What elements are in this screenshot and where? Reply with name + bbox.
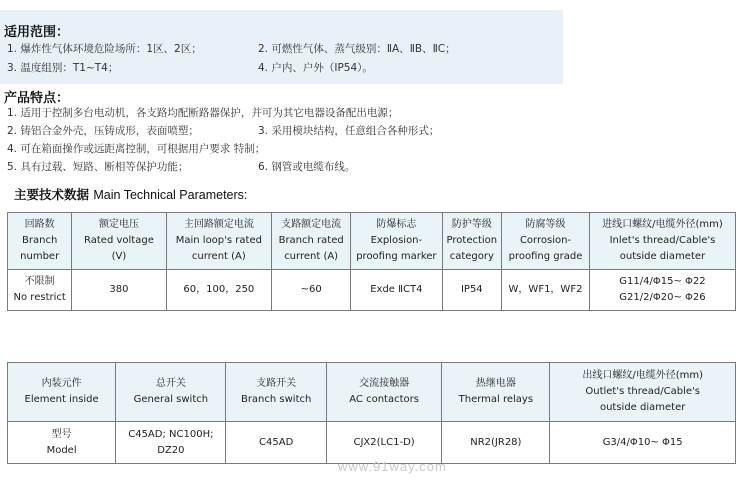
cell-line: ~60 xyxy=(300,284,322,295)
scope-item-3: 3. 温度组别：T1~T4； xyxy=(7,62,119,74)
table-cell-1 xyxy=(8,422,116,464)
header-cell-5 xyxy=(351,213,442,270)
cell-line: 型号 xyxy=(51,428,72,440)
cell-line: Corrosion- xyxy=(519,235,572,246)
cell-line: Main loop's rated xyxy=(175,235,262,246)
cell-line: 支路开关 xyxy=(256,378,297,389)
table-cell-8 xyxy=(589,270,735,311)
cell-line: category xyxy=(449,251,494,262)
feature-item-2: 2. 铸铝合金外壳，压铸成形，表面喷塑； xyxy=(7,125,199,137)
scope-heading: 适用范围： xyxy=(4,25,70,40)
cell-line: Protection xyxy=(446,235,498,246)
scope-item-4: 4. 户内、户外（IP54）。 xyxy=(258,62,373,74)
cell-line: Model xyxy=(46,444,77,456)
scope-item-2: 2. 可燃性气体、蒸气级别：ⅡA、ⅡB、ⅡC； xyxy=(258,43,456,55)
table-cell-3 xyxy=(166,270,272,311)
table-header-row xyxy=(8,213,736,270)
header-cell-6 xyxy=(442,213,501,270)
cell-line: G3/4/Φ10~ Φ15 xyxy=(602,436,683,448)
cell-line: 主回路额定电流 xyxy=(183,219,254,230)
cell-line: IP54 xyxy=(460,284,483,295)
cell-line: DZ20 xyxy=(157,444,185,456)
cell-line: 进线口螺纹/电缆外径(mm) xyxy=(602,219,723,230)
table-cell-1 xyxy=(8,270,72,311)
table-cell-5 xyxy=(351,270,442,311)
cell-line: C45AD; NC100H; xyxy=(128,428,214,440)
cell-line: (V) xyxy=(111,251,127,262)
technical-parameters-table xyxy=(7,212,736,311)
cell-line: 防爆标志 xyxy=(376,219,417,230)
cell-line: 防护等级 xyxy=(451,219,492,230)
cell-line: Explosion- xyxy=(370,235,423,246)
table-cell-6 xyxy=(550,422,736,464)
header-cell-3 xyxy=(166,213,272,270)
table-cell-3 xyxy=(226,422,326,464)
cell-line: 支路额定电流 xyxy=(281,219,342,230)
header-cell-4 xyxy=(272,213,351,270)
cell-line: 不限制 xyxy=(24,276,55,287)
feature-item-3: 3. 采用模块结构，任意组合各种形式； xyxy=(258,125,440,137)
cell-line: CJX2(LC1-D) xyxy=(353,436,415,448)
cell-line: outside diameter xyxy=(599,402,686,413)
header-cell-1 xyxy=(8,213,72,270)
cell-line: 380 xyxy=(109,284,129,295)
table-cell-4 xyxy=(272,270,351,311)
cell-line: Branch xyxy=(22,235,58,246)
feature-item-5: 5. 具有过载、短路、断相等保护功能； xyxy=(7,161,189,173)
header-cell-8 xyxy=(589,213,735,270)
feature-item-1: 1. 适用于控制多台电动机，各支路均配断路器保护，并可为其它电器设备配出电源； xyxy=(7,107,399,119)
cell-line: NR2(JR28) xyxy=(470,436,522,448)
cell-line: 额定电压 xyxy=(98,219,139,230)
cell-line: 热继电器 xyxy=(475,378,516,389)
cell-line: Element inside xyxy=(24,394,99,405)
cell-line: number xyxy=(20,251,60,262)
cell-line: 交流接触器 xyxy=(359,378,410,389)
cell-line: W，WF1，WF2 xyxy=(508,284,583,295)
cell-line: Exde ⅡCT4 xyxy=(370,284,423,295)
header-cell-4 xyxy=(326,363,442,422)
cell-line: 60，100，250 xyxy=(183,284,255,295)
table-cell-2 xyxy=(116,422,226,464)
table-cell-5 xyxy=(442,422,550,464)
cell-line: current (A) xyxy=(284,251,339,262)
params-heading xyxy=(14,185,247,203)
cell-line: General switch xyxy=(133,394,209,405)
params-heading-cn: 主要技术数据 xyxy=(14,187,90,202)
header-cell-6 xyxy=(550,363,736,422)
cell-line: No restrict xyxy=(13,292,66,303)
feature-item-6: 6. 钢管或电缆布线。 xyxy=(258,161,356,173)
header-cell-3 xyxy=(226,363,326,422)
watermark-text: www.91way.com xyxy=(338,459,447,474)
cell-line: Inlet's thread/Cable's xyxy=(609,235,716,246)
cell-line: proofing marker xyxy=(356,251,437,262)
table-header-row xyxy=(8,363,736,422)
scope-item-1: 1. 爆炸性气体环境危险场所：1区、2区； xyxy=(7,43,202,55)
table-cell-2 xyxy=(72,270,166,311)
cell-line: current (A) xyxy=(191,251,246,262)
features-heading: 产品特点： xyxy=(4,91,70,106)
header-cell-7 xyxy=(502,213,590,270)
cell-line: 防腐等级 xyxy=(525,219,566,230)
cell-line: 内装元件 xyxy=(41,378,82,389)
cell-line: Thermal relays xyxy=(458,394,534,405)
params-heading-en: Main Technical Parameters: xyxy=(93,188,248,202)
table-cell-6 xyxy=(442,270,501,311)
cell-line: proofing grade xyxy=(508,251,583,262)
header-cell-1 xyxy=(8,363,116,422)
cell-line: G21/2/Φ20~ Φ26 xyxy=(619,292,706,303)
cell-line: 回路数 xyxy=(24,219,55,230)
header-cell-2 xyxy=(72,213,166,270)
feature-item-4: 4. 可在箱面操作或远距离控制，可根据用户要求 特制； xyxy=(7,143,266,155)
cell-line: Rated voltage xyxy=(84,235,154,246)
cell-line: Branch rated xyxy=(278,235,344,246)
cell-line: AC contactors xyxy=(349,394,419,405)
cell-line: C45AD xyxy=(259,436,294,448)
table-cell-7 xyxy=(502,270,590,311)
cell-line: G11/4/Φ15~ Φ22 xyxy=(619,276,706,287)
table-row xyxy=(8,270,736,311)
header-cell-5 xyxy=(442,363,550,422)
table-row xyxy=(8,422,736,464)
table-cell-4 xyxy=(326,422,442,464)
header-cell-2 xyxy=(116,363,226,422)
cell-line: 出线口螺纹/电缆外径(mm) xyxy=(582,370,703,381)
cell-line: 总开关 xyxy=(155,378,186,389)
cell-line: Branch switch xyxy=(240,394,312,405)
cell-line: Outlet's thread/Cable's xyxy=(585,386,700,397)
components-table xyxy=(7,362,736,464)
cell-line: outside diameter xyxy=(619,251,706,262)
